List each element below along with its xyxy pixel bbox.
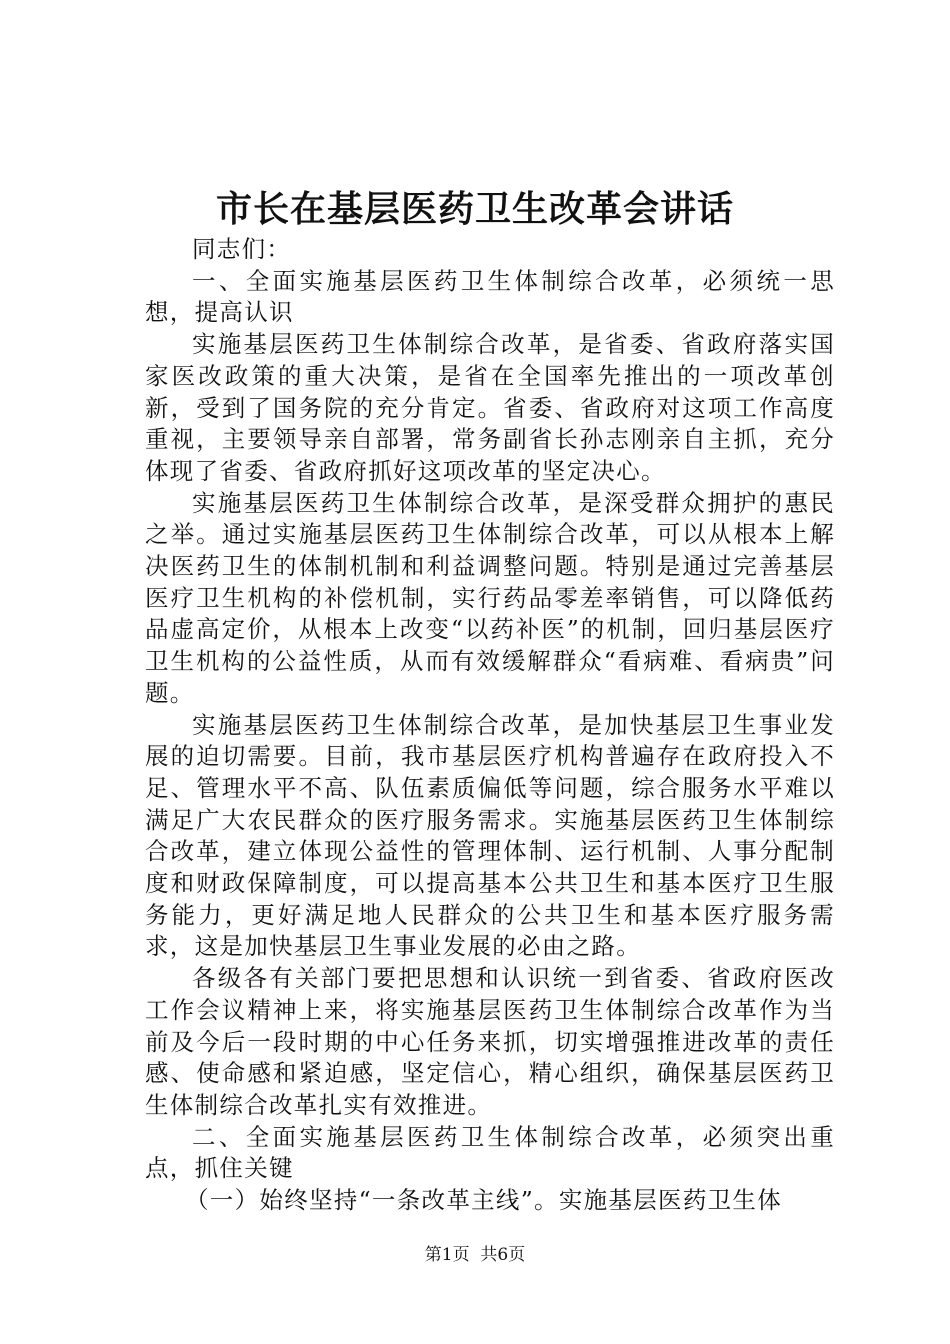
page-number: 第1页 共6页	[424, 1245, 526, 1265]
document-body	[145, 234, 835, 1217]
document-title: 市长在基层医药卫生改革会讲话	[215, 188, 734, 230]
paragraph: 各级各有关部门要把思想和认识统一到省委、省政府医改工作会议精神上来，将实施基层医药卫生体制综合改革作为当前及今后一段时期的中心任务来抓，切实增强推进改革的责任感、使命感和紧迫感，坚定信心，精心组织，确保基层医药卫生体制综合改革扎实有效推进。	[145, 964, 835, 1119]
paragraph: 实施基层医药卫生体制综合改革，是加快基层卫生事业发展的迫切需要。目前，我市基层医疗机构普遍存在政府投入不足、管理水平不高、队伍素质偏低等问题，综合服务水平难以满足广大农民群众的医疗服务需求。实施基层医药卫生体制综合改革，建立体现公益性的管理体制、运行机制、人事分配制度和财政保障制度，可以提高基本公共卫生和基本医疗卫生服务能力，更好满足地人民群众的公共卫生和基本医疗服务需求，这是加快基层卫生事业发展的必由之路。	[145, 710, 835, 961]
paragraph: 实施基层医药卫生体制综合改革，是省委、省政府落实国家医改政策的重大决策，是省在全国率先推出的一项改革创新，受到了国务院的充分肯定。省委、省政府对这项工作高度重视，主要领导亲自部署，常务副省长孙志刚亲自主抓，充分体现了省委、省政府抓好这项改革的坚定决心。	[145, 330, 835, 485]
page-footer	[0, 1243, 950, 1267]
subsection-heading: （一）始终坚持“一条改革主线”。实施基层医药卫生体	[185, 1186, 783, 1215]
section-heading-1: 一、全面实施基层医药卫生体制综合改革，必须统一思想，提高认识	[145, 266, 835, 327]
salutation: 同志们：	[192, 235, 292, 263]
section-heading-2: 二、全面实施基层医药卫生体制综合改革，必须突出重点，抓住关键	[145, 1122, 835, 1183]
paragraph: 实施基层医药卫生体制综合改革，是深受群众拥护的惠民之举。通过实施基层医药卫生体制综合改革，可以从根本上解决医药卫生的体制机制和利益调整问题。特别是通过完善基层医疗卫生机构的补偿机制，实行药品零差率销售，可以降低药品虚高定价，从根本上改变“以药补医”的机制，回归基层医疗卫生机构的公益性质，从而有效缓解群众“看病难、看病贵”问题。	[145, 488, 835, 707]
